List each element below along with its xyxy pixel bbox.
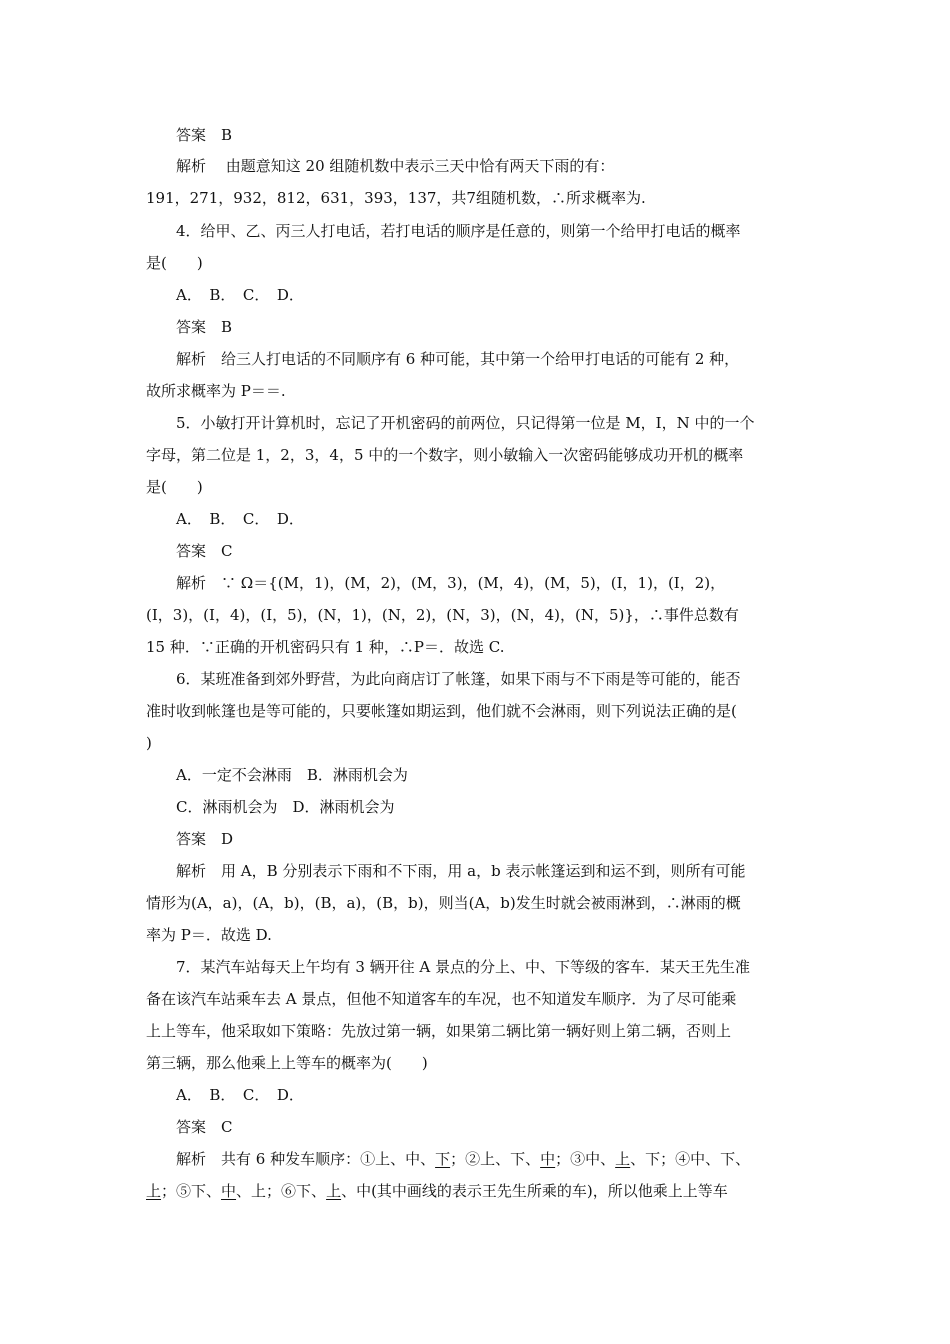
analysis-q7-text-d2: 、上；⑥下、 [236,1182,327,1200]
question-7-line1: 7．某汽车站每天上午均有 3 辆开往 A 景点的分上、中、下等级的客车．某天王先生准 [176,958,750,976]
question-5-line3: 是( ) [146,478,203,496]
question-5-line2: 字母，第二位是 1，2，3，4，5 中的一个数字，则小敏输入一次密码能够成功开机的概率 [146,446,744,464]
analysis-q7-line1 [176,1149,750,1169]
underlined-choice: 上 [146,1182,162,1200]
question-7-line3: 上上等车，他采取如下策略：先放过第一辆，如果第二辆比第一辆好则上第二辆，否则上 [146,1022,732,1040]
analysis-q7-text-g: 、下；④中、下、 [630,1150,751,1168]
question-6-line2: 准时收到帐篷也是等可能的，只要帐篷如期运到，他们就不会淋雨，则下列说法正确的是( [146,702,737,720]
analysis-q7-text-b2: ；⑤下、 [161,1182,222,1200]
analysis-q7-text-a: 解析 共有 6 种发车顺序：①上、中、 [176,1150,436,1168]
underlined-choice: 中 [221,1182,237,1200]
question-4-line1: 4．给甲、乙、丙三人打电话，若打电话的顺序是任意的，则第一个给甲打电话的概率 [176,222,741,240]
question-7-line2: 备在该汽车站乘车去 A 景点，但他不知道客车的车况，也不知道发车顺序．为了尽可能乘 [146,990,737,1008]
analysis-q3-line2: 191，271，932，812，631，393，137，共7组随机数，∴所求概率为. [146,189,646,207]
analysis-q6-line2: 情形为(A，a)，(A，b)，(B，a)，(B，b)，则当(A，b)发生时就会被雨淋到，∴淋雨的概 [146,894,741,912]
question-7-line4: 第三辆，那么他乘上上等车的概率为( ) [146,1054,428,1072]
answer-label-q6: 答案 D [176,830,234,848]
answer-label-q3: 答案 B [176,126,233,144]
analysis-q4-line2: 故所求概率为 P＝＝. [146,382,286,400]
question-7-options: A． B． C． D． [176,1086,304,1104]
answer-label-q5: 答案 C [176,542,233,560]
analysis-q7-line2 [146,1181,806,1201]
question-4-line2: 是( ) [146,254,203,272]
underlined-choice: 上 [615,1150,631,1168]
analysis-q7-text-e: ；③中、 [555,1150,616,1168]
underlined-choice: 中 [540,1150,556,1168]
analysis-q6-line1: 解析 用 A，B 分别表示下雨和不下雨，用 a，b 表示帐篷运到和运不到，则所有可能 [176,862,746,880]
analysis-q5-line3: 15 种．∵正确的开机密码只有 1 种，∴P＝．故选 C. [146,638,505,656]
analysis-q5-line1: 解析 ∵ Ω＝{(M，1)，(M，2)，(M，3)，(M，4)，(M，5)，(I，1)，(I，2)， [176,574,726,592]
question-5-options: A． B． C． D． [176,510,304,528]
question-6-line1: 6．某班准备到郊外野营，为此向商店订了帐篷，如果下雨与不下雨是等可能的，能否 [176,670,741,688]
analysis-q7-text-c: ；②上、下、 [450,1150,541,1168]
question-6-options-ab: A．一定不会淋雨 B．淋雨机会为 [176,766,408,784]
analysis-q5-line2: (I，3)，(I，4)，(I，5)，(N，1)，(N，2)，(N，3)，(N，4)，(N，5)}，∴事件总数有 [146,606,739,624]
analysis-q7-text-f2: 、中(其中画线的表示王先生所乘的车)，所以他乘上上等车 [341,1182,728,1200]
question-6-options-cd: C．淋雨机会为 D．淋雨机会为 [176,798,395,816]
analysis-q3-line1: 解析 由题意知这 20 组随机数中表示三天中恰有两天下雨的有： [176,157,615,175]
question-6-line3: ) [146,734,152,752]
underlined-choice: 上 [326,1182,342,1200]
answer-label-q7: 答案 C [176,1118,233,1136]
analysis-q4-line1: 解析 给三人打电话的不同顺序有 6 种可能，其中第一个给甲打电话的可能有 2 种， [176,350,740,368]
underlined-choice: 下 [435,1150,451,1168]
question-4-options: A． B． C． D． [176,286,304,304]
question-5-line1: 5．小敏打开计算机时，忘记了开机密码的前两位，只记得第一位是 M，I，N 中的一个 [176,414,755,432]
answer-label-q4: 答案 B [176,318,233,336]
analysis-q6-line3: 率为 P＝．故选 D. [146,926,272,944]
